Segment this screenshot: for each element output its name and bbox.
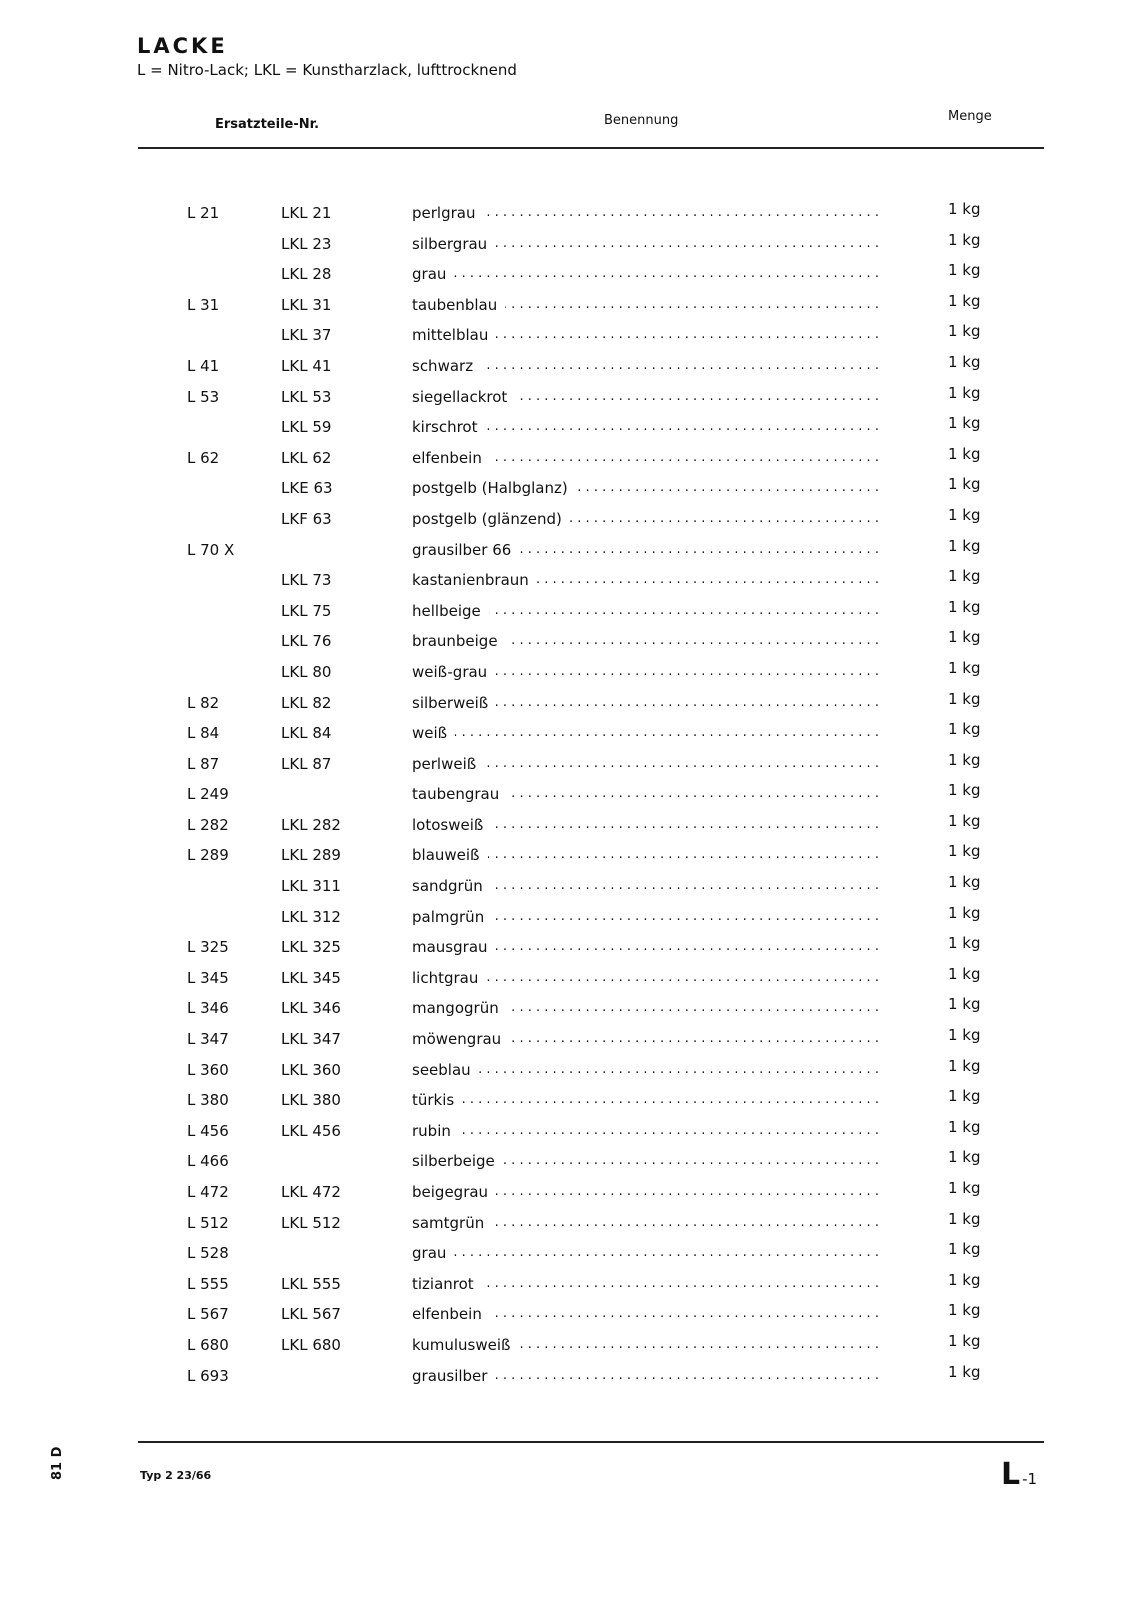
- paint-name-text: rubin: [412, 1122, 459, 1140]
- paint-name-text: postgelb (glänzend): [412, 510, 570, 528]
- paint-name-text: tizianrot: [412, 1275, 482, 1293]
- footer-rule: [138, 1441, 1044, 1443]
- paint-name: [412, 357, 880, 375]
- paint-name-text: kastanienbraun: [412, 571, 537, 589]
- paint-name-text: grau: [412, 265, 454, 283]
- paint-name-text: seeblau: [412, 1061, 479, 1079]
- paint-name: [412, 388, 880, 406]
- kunstharzlack-number: LKL 347: [281, 1030, 341, 1049]
- paint-name-text: elfenbein: [412, 449, 490, 467]
- nitro-lack-number: L 680: [187, 1335, 229, 1354]
- nitro-lack-number: L 21: [187, 204, 220, 222]
- nitro-lack-number: L 466: [187, 1152, 229, 1171]
- paint-name-text: samtgrün: [412, 1214, 492, 1232]
- paint-name-text: palmgrün: [412, 908, 492, 926]
- paint-name: [412, 1367, 880, 1385]
- footer-type-text: Typ 2 23/66: [140, 1469, 212, 1482]
- quantity: 1 kg: [948, 352, 981, 371]
- quantity: 1 kg: [948, 1331, 981, 1350]
- quantity: 1 kg: [948, 230, 981, 249]
- quantity: 1 kg: [948, 475, 981, 494]
- paint-name: [412, 1214, 880, 1232]
- kunstharzlack-number: LKL 28: [281, 265, 332, 284]
- paint-name: [412, 724, 880, 742]
- quantity: 1 kg: [948, 1362, 981, 1381]
- kunstharzlack-number: LKL 680: [281, 1335, 341, 1354]
- quantity: 1 kg: [948, 995, 981, 1014]
- quantity: 1 kg: [948, 536, 981, 555]
- paint-name-text: taubengrau: [412, 785, 507, 803]
- quantity: 1 kg: [948, 750, 981, 769]
- nitro-lack-number: L 346: [187, 999, 229, 1018]
- kunstharzlack-number: LKL 282: [281, 815, 341, 834]
- kunstharzlack-number: LKE 63: [281, 479, 333, 498]
- quantity: 1 kg: [948, 964, 981, 983]
- paint-name: [412, 326, 880, 344]
- quantity: 1 kg: [948, 1026, 981, 1045]
- column-header-menge: Menge: [948, 109, 992, 124]
- kunstharzlack-number: LKL 75: [281, 601, 332, 620]
- paint-name: [412, 877, 880, 895]
- kunstharzlack-number: LKL 41: [281, 356, 332, 375]
- kunstharzlack-number: LKL 346: [281, 999, 341, 1018]
- quantity: 1 kg: [948, 1270, 981, 1289]
- kunstharzlack-number: LKL 567: [281, 1305, 341, 1324]
- paint-name-text: silbergrau: [412, 235, 495, 253]
- paint-name-text: perlweiß: [412, 755, 484, 773]
- kunstharzlack-number: LKL 21: [281, 204, 332, 222]
- paint-name: [412, 908, 880, 926]
- nitro-lack-number: L 528: [187, 1244, 229, 1263]
- kunstharzlack-number: LKL 53: [281, 387, 332, 406]
- nitro-lack-number: L 31: [187, 295, 220, 314]
- kunstharzlack-number: LKL 512: [281, 1213, 341, 1232]
- paint-name-text: weiß-grau: [412, 663, 495, 681]
- quantity: 1 kg: [948, 1240, 981, 1259]
- kunstharzlack-number: LKL 380: [281, 1091, 341, 1110]
- paint-name-text: perlgrau: [412, 204, 483, 222]
- nitro-lack-number: L 693: [187, 1366, 229, 1385]
- quantity: 1 kg: [948, 200, 981, 218]
- kunstharzlack-number: LKL 84: [281, 724, 332, 743]
- nitro-lack-number: L 289: [187, 846, 229, 865]
- paint-name: [412, 1183, 880, 1201]
- paint-name: [412, 1275, 880, 1293]
- paint-name: [412, 755, 880, 773]
- nitro-lack-number: L 53: [187, 387, 220, 406]
- nitro-lack-number: L 555: [187, 1274, 229, 1293]
- kunstharzlack-number: LKL 311: [281, 877, 341, 896]
- kunstharzlack-number: LKL 31: [281, 295, 332, 314]
- page-number: [1001, 1457, 1037, 1492]
- paint-name-text: türkis: [412, 1091, 462, 1109]
- paint-name-text: elfenbein: [412, 1305, 490, 1323]
- paint-name-text: sandgrün: [412, 877, 491, 895]
- quantity: 1 kg: [948, 505, 981, 524]
- kunstharzlack-number: LKF 63: [281, 509, 332, 528]
- quantity: 1 kg: [948, 567, 981, 586]
- quantity: 1 kg: [948, 811, 981, 830]
- paint-name-text: lotosweiß: [412, 816, 491, 834]
- paint-name: [412, 1152, 880, 1170]
- paint-name: [412, 1030, 880, 1048]
- side-code: 81 D: [50, 1446, 65, 1480]
- paint-name-text: beigegrau: [412, 1183, 496, 1201]
- quantity: 1 kg: [948, 444, 981, 463]
- paint-name-text: postgelb (Halbglanz): [412, 479, 576, 497]
- column-header-benennung: Benennung: [604, 113, 679, 128]
- paint-name-text: hellbeige: [412, 602, 489, 620]
- page-number-letter: L: [1001, 1457, 1021, 1492]
- quantity: 1 kg: [948, 873, 981, 892]
- kunstharzlack-number: LKL 312: [281, 907, 341, 926]
- nitro-lack-number: L 325: [187, 938, 229, 957]
- nitro-lack-number: L 567: [187, 1305, 229, 1324]
- paint-name-text: schwarz: [412, 357, 481, 375]
- paint-name: [412, 510, 880, 528]
- paint-name-text: braunbeige: [412, 632, 506, 650]
- kunstharzlack-number: LKL 555: [281, 1274, 341, 1293]
- quantity: 1 kg: [948, 1209, 981, 1228]
- kunstharzlack-number: LKL 289: [281, 846, 341, 865]
- quantity: 1 kg: [948, 842, 981, 861]
- kunstharzlack-number: LKL 73: [281, 571, 332, 590]
- paint-name-text: siegellackrot: [412, 388, 515, 406]
- paint-name: [412, 1244, 880, 1262]
- paint-name-text: taubenblau: [412, 296, 505, 314]
- paint-name-text: blauweiß: [412, 846, 488, 864]
- page-title: LACKE: [137, 34, 228, 58]
- paint-name: [412, 785, 880, 803]
- nitro-lack-number: L 82: [187, 693, 220, 712]
- paint-name: [412, 1305, 880, 1323]
- nitro-lack-number: L 84: [187, 724, 220, 743]
- kunstharzlack-number: LKL 62: [281, 448, 332, 467]
- kunstharzlack-number: LKL 37: [281, 326, 332, 345]
- quantity: 1 kg: [948, 383, 981, 402]
- paint-name-text: kumulusweiß: [412, 1336, 518, 1354]
- paint-name-text: grausilber 66: [412, 541, 519, 559]
- quantity: 1 kg: [948, 689, 981, 708]
- page-subtitle: L = Nitro-Lack; LKL = Kunstharzlack, lufttrocknend: [137, 61, 517, 79]
- paint-name: [412, 204, 880, 222]
- nitro-lack-number: L 512: [187, 1213, 229, 1232]
- kunstharzlack-number: LKL 87: [281, 754, 332, 773]
- paint-name: [412, 449, 880, 467]
- column-header-ersatzteile-nr: Ersatzteile-Nr.: [215, 117, 320, 132]
- nitro-lack-number: L 347: [187, 1030, 229, 1049]
- kunstharzlack-number: LKL 345: [281, 968, 341, 987]
- paint-name-text: grau: [412, 1244, 454, 1262]
- paint-name: [412, 1336, 880, 1354]
- kunstharzlack-number: LKL 472: [281, 1183, 341, 1201]
- paint-name: [412, 938, 880, 956]
- kunstharzlack-number: LKL 82: [281, 693, 332, 712]
- kunstharzlack-number: LKL 325: [281, 938, 341, 957]
- quantity: 1 kg: [948, 934, 981, 953]
- table-row: [0, 1362, 1134, 1398]
- paint-name: [412, 602, 880, 620]
- quantity: 1 kg: [948, 720, 981, 739]
- paint-name-text: weiß: [412, 724, 455, 742]
- quantity: 1 kg: [948, 322, 981, 341]
- nitro-lack-number: L 345: [187, 968, 229, 987]
- paint-name: [412, 265, 880, 283]
- paint-name: [412, 632, 880, 650]
- paint-name: [412, 1122, 880, 1140]
- kunstharzlack-number: LKL 23: [281, 234, 332, 253]
- kunstharzlack-number: LKL 80: [281, 662, 332, 681]
- header-rule: [138, 147, 1044, 149]
- paint-name: [412, 816, 880, 834]
- quantity: 1 kg: [948, 903, 981, 922]
- paint-name: [412, 663, 880, 681]
- paint-name: [412, 235, 880, 253]
- quantity: 1 kg: [948, 781, 981, 800]
- nitro-lack-number: L 41: [187, 356, 220, 375]
- paint-name: [412, 999, 880, 1017]
- paint-name-text: kirschrot: [412, 418, 486, 436]
- paint-name: [412, 1091, 880, 1109]
- nitro-lack-number: L 380: [187, 1091, 229, 1110]
- paint-name: [412, 541, 880, 559]
- page-number-suffix: -1: [1022, 1470, 1038, 1488]
- paint-name: [412, 969, 880, 987]
- nitro-lack-number: L 249: [187, 785, 229, 804]
- kunstharzlack-number: LKL 59: [281, 418, 332, 437]
- paint-name-text: lichtgrau: [412, 969, 486, 987]
- quantity: 1 kg: [948, 597, 981, 616]
- nitro-lack-number: L 360: [187, 1060, 229, 1079]
- quantity: 1 kg: [948, 291, 981, 310]
- nitro-lack-number: L 282: [187, 815, 229, 834]
- quantity: 1 kg: [948, 1179, 981, 1197]
- kunstharzlack-number: LKL 360: [281, 1060, 341, 1079]
- paint-name-text: silberweiß: [412, 694, 496, 712]
- kunstharzlack-number: LKL 456: [281, 1121, 341, 1140]
- quantity: 1 kg: [948, 1148, 981, 1167]
- paint-name-text: mangogrün: [412, 999, 507, 1017]
- paint-name-text: möwengrau: [412, 1030, 509, 1048]
- paint-name: [412, 479, 880, 497]
- paint-name: [412, 418, 880, 436]
- paint-name: [412, 1061, 880, 1079]
- quantity: 1 kg: [948, 1301, 981, 1320]
- paint-name-text: mittelblau: [412, 326, 496, 344]
- nitro-lack-number: L 456: [187, 1121, 229, 1140]
- quantity: 1 kg: [948, 1087, 981, 1106]
- paint-name-text: mausgrau: [412, 938, 496, 956]
- quantity: 1 kg: [948, 658, 981, 677]
- paint-name: [412, 694, 880, 712]
- nitro-lack-number: L 472: [187, 1183, 229, 1201]
- paint-name: [412, 296, 880, 314]
- nitro-lack-number: L 70 X: [187, 540, 235, 559]
- kunstharzlack-number: LKL 76: [281, 632, 332, 651]
- paint-name: [412, 571, 880, 589]
- paint-name-text: grausilber: [412, 1367, 495, 1385]
- nitro-lack-number: L 87: [187, 754, 220, 773]
- nitro-lack-number: L 62: [187, 448, 220, 467]
- parts-list: [0, 200, 1134, 1397]
- quantity: 1 kg: [948, 261, 981, 280]
- quantity: 1 kg: [948, 628, 981, 647]
- paint-name: [412, 846, 880, 864]
- quantity: 1 kg: [948, 414, 981, 433]
- quantity: 1 kg: [948, 1056, 981, 1075]
- quantity: 1 kg: [948, 1117, 981, 1136]
- paint-name-text: silberbeige: [412, 1152, 503, 1170]
